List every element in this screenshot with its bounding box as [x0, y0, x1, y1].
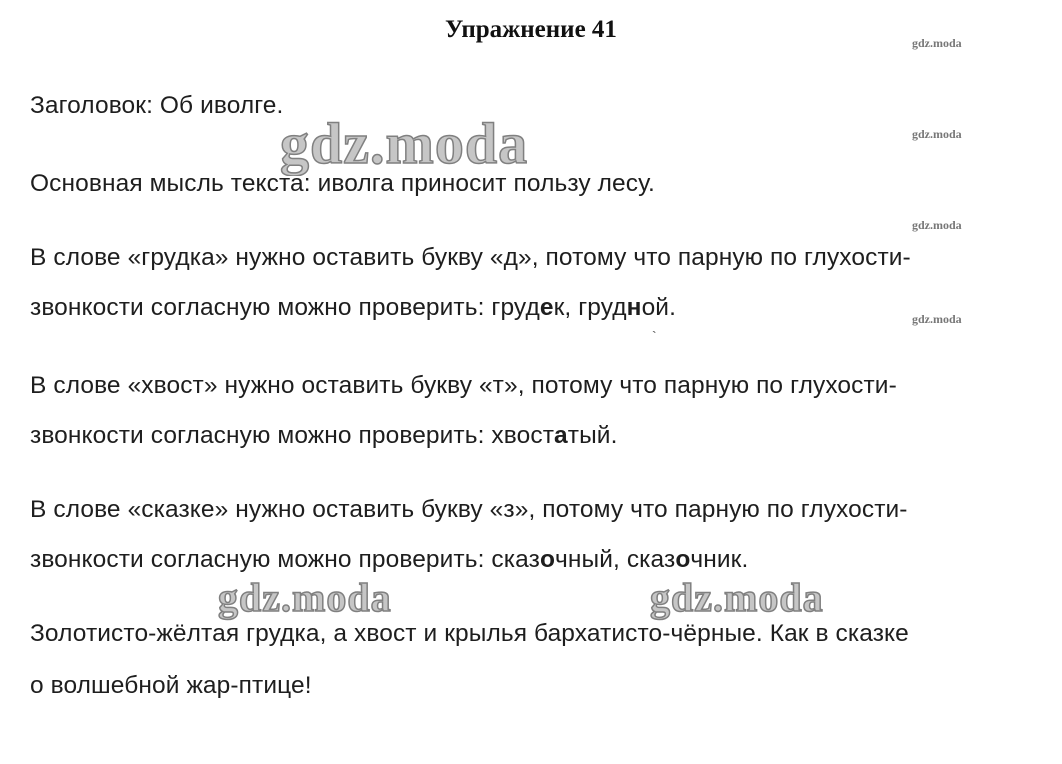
text-run: тый.: [567, 422, 618, 449]
text-run: звонкости согласную можно проверить: груд: [30, 294, 540, 321]
paragraph-3-line-1: В слове «сказке» нужно оставить букву «з», потому что парную по глухости-: [30, 496, 908, 523]
paragraph-4-line-1: Золотисто-жёлтая грудка, а хвост и крылья бархатисто-чёрные. Как в сказке: [30, 620, 909, 647]
watermark-large: gdz.moda: [280, 111, 529, 176]
watermark-large: gdz.moda: [650, 575, 824, 620]
paragraph-1-line-1: В слове «грудка» нужно оставить букву «д», потому что парную по глухости-: [30, 244, 911, 271]
watermark-small: gdz.moda: [912, 312, 962, 326]
heading-line: Заголовок: Об иволге.: [30, 92, 284, 119]
bold-letter: о: [539, 546, 556, 573]
watermark-small: gdz.moda: [912, 36, 962, 50]
paragraph-4-line-2: о волшебной жар-птице!: [30, 672, 312, 699]
text-run: к, груд: [553, 294, 627, 321]
main-idea-line: Основная мысль текста: иволга приносит пользу лесу.: [30, 170, 655, 197]
paragraph-3-line-2: [30, 546, 748, 574]
text-run: звонкости согласную можно проверить: сказ: [30, 546, 540, 573]
scan-speck: `: [652, 328, 657, 344]
paragraph-2-line-2: [30, 422, 618, 450]
paragraph-2-line-1: В слове «хвост» нужно оставить букву «т», потому что парную по глухости-: [30, 372, 897, 399]
text-run: чный, сказ: [555, 546, 676, 573]
bold-letter: а: [554, 422, 568, 449]
text-run: ой.: [641, 294, 676, 321]
bold-letter: н: [626, 294, 642, 321]
watermark-small: gdz.moda: [912, 218, 962, 232]
text-run: звонкости согласную можно проверить: хвост: [30, 422, 555, 449]
text-run: чник.: [690, 546, 749, 573]
paragraph-1-line-2: [30, 294, 676, 322]
bold-letter: е: [539, 294, 554, 321]
watermark-large: gdz.moda: [218, 575, 392, 620]
page-title: Упражнение 41: [445, 16, 617, 43]
watermark-small: gdz.moda: [912, 127, 962, 141]
bold-letter: о: [675, 546, 691, 573]
